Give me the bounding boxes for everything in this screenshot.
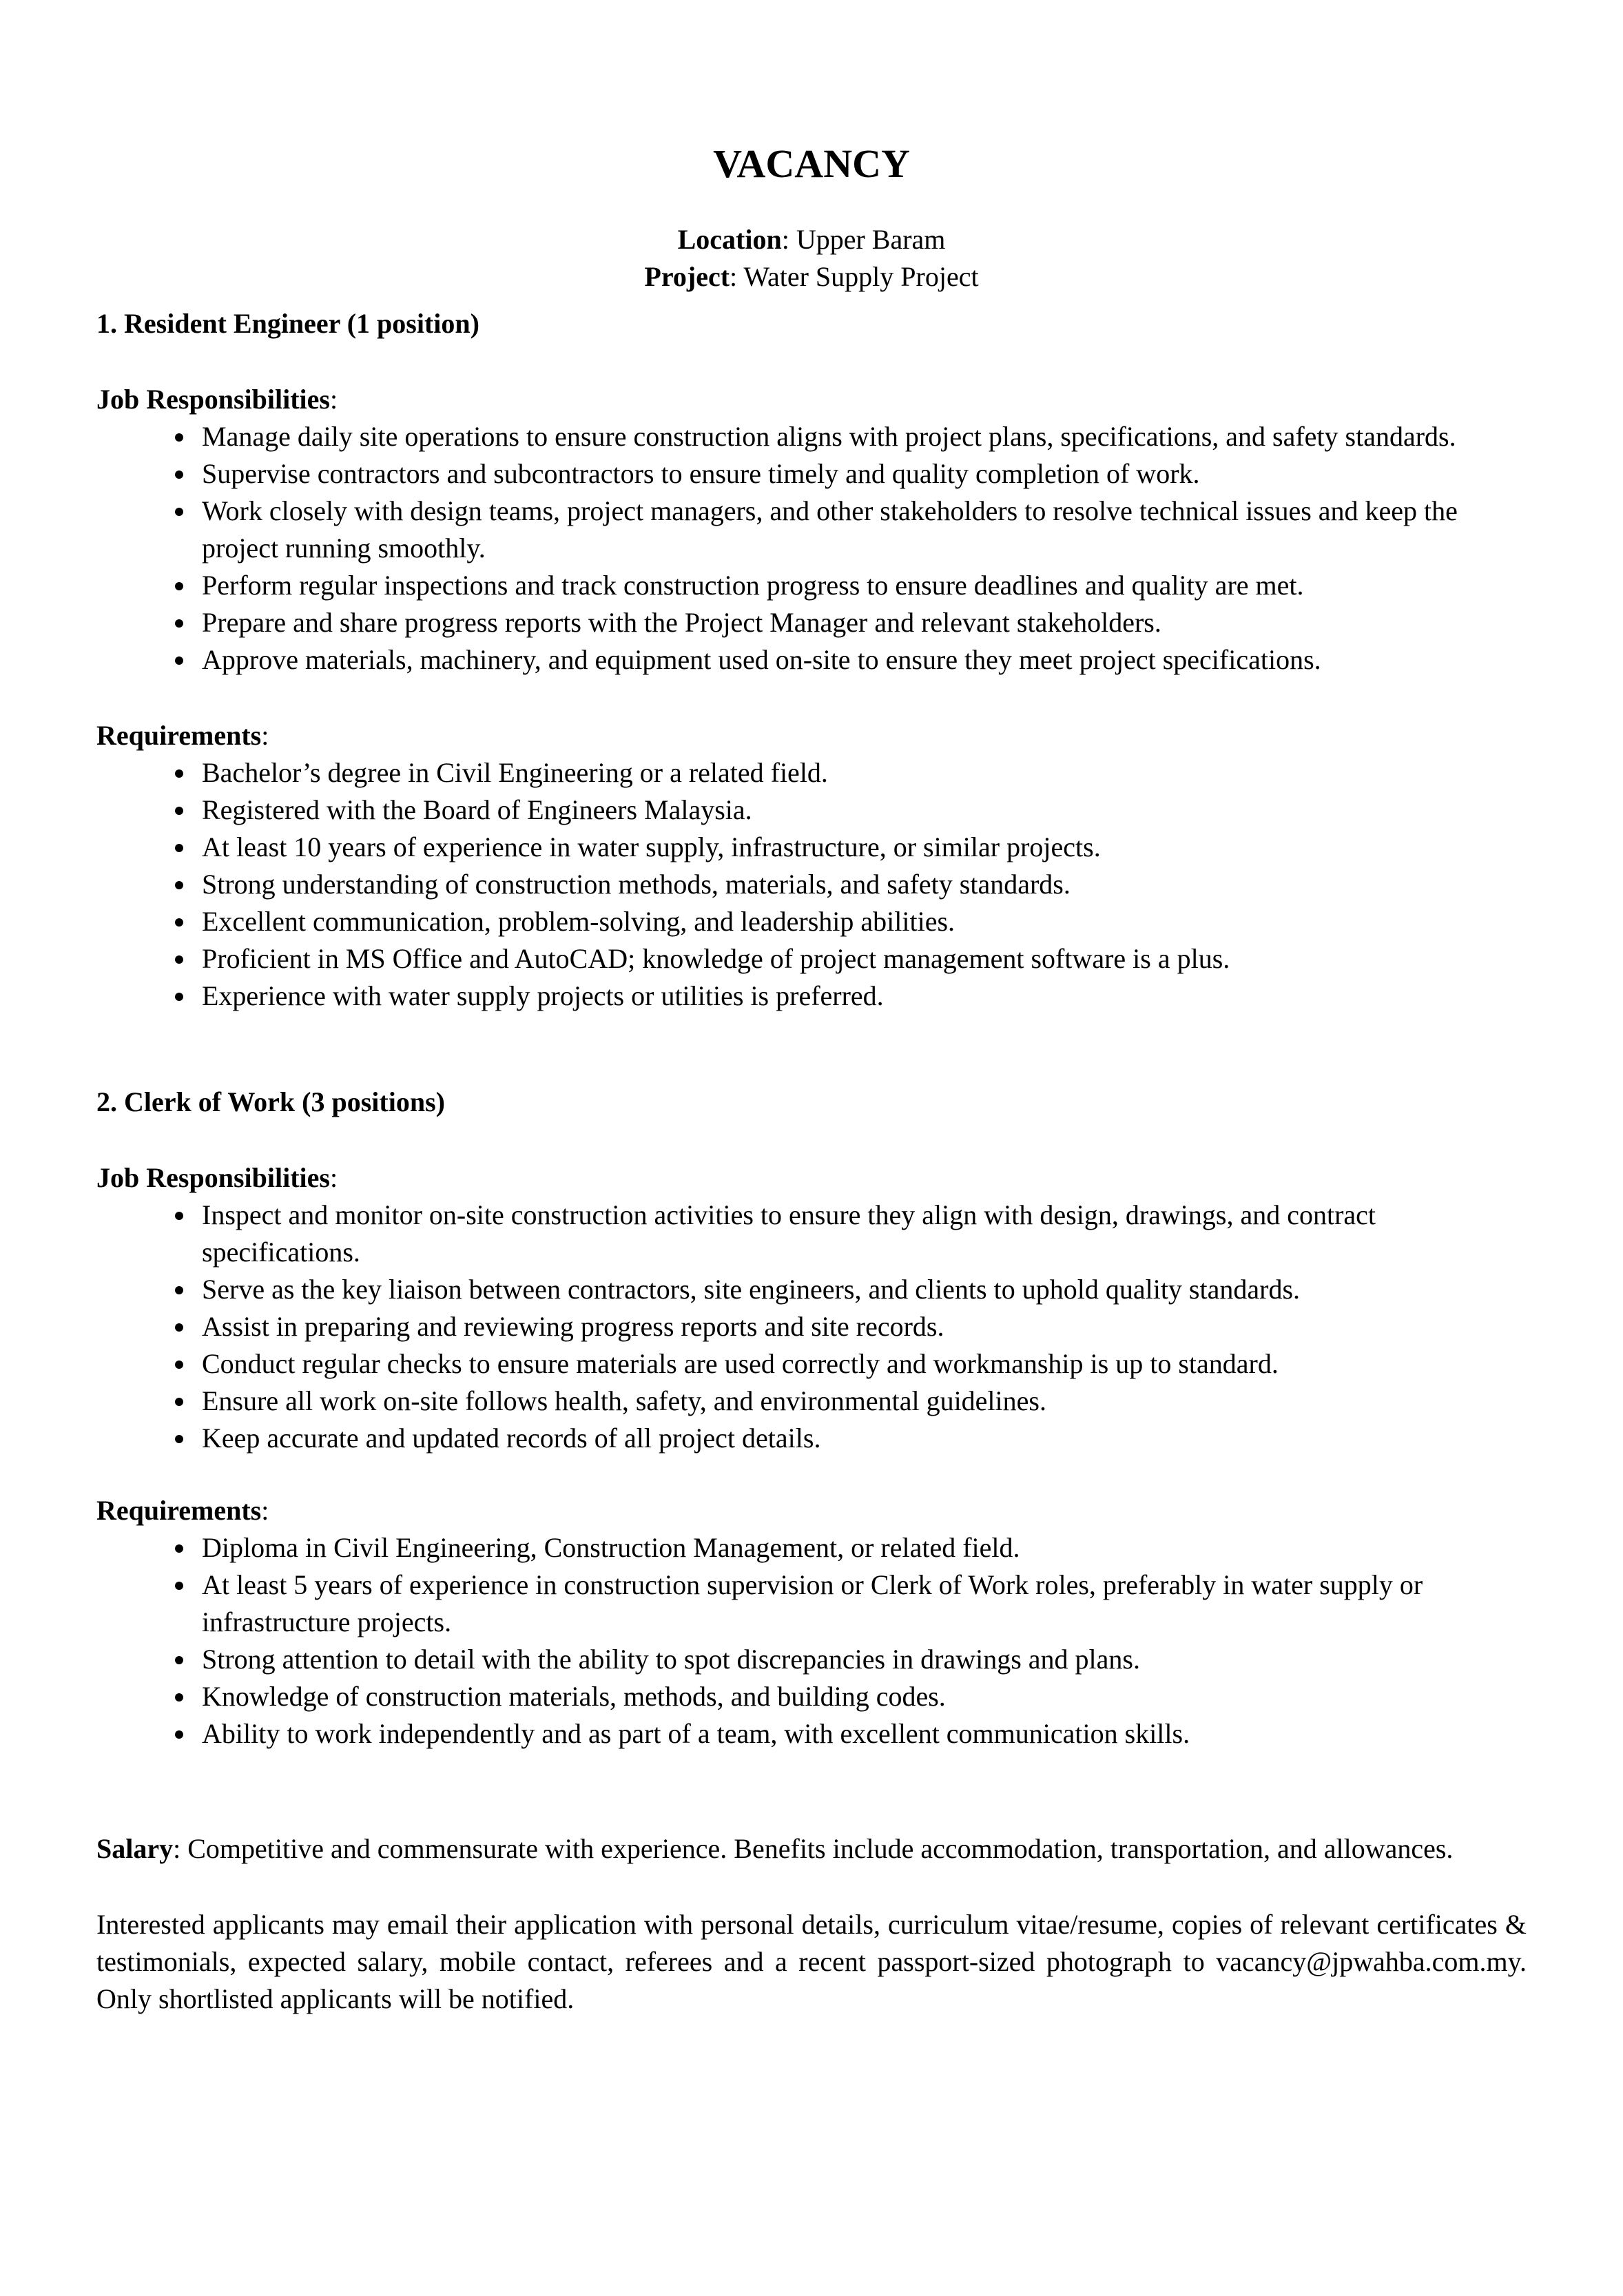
colon: : bbox=[329, 1162, 338, 1193]
list-item: • Conduct regular checks to ensure materials are used correctly and workmanship is up to standard. bbox=[196, 1345, 1527, 1383]
job-responsibilities-label: Job Responsibilities bbox=[96, 1162, 330, 1193]
project-value: : Water Supply Project bbox=[730, 261, 979, 292]
colon: : bbox=[261, 720, 269, 751]
list-item: • Strong understanding of construction methods, materials, and safety standards. bbox=[196, 866, 1527, 903]
colon: : bbox=[261, 1495, 269, 1526]
colon: : bbox=[329, 384, 338, 415]
document-meta bbox=[96, 221, 1527, 296]
list-item: • Registered with the Board of Engineers Malaysia. bbox=[196, 792, 1527, 829]
list-item: • Approve materials, machinery, and equipment used on-site to ensure they meet project specifications. bbox=[196, 641, 1527, 679]
requirements-heading bbox=[96, 717, 1527, 754]
project-line bbox=[96, 258, 1527, 296]
list-item: • Strong attention to detail with the ability to spot discrepancies in drawings and plans. bbox=[196, 1641, 1527, 1678]
location-label: Location bbox=[677, 224, 782, 255]
list-item: • Knowledge of construction materials, methods, and building codes. bbox=[196, 1678, 1527, 1715]
salary-label: Salary bbox=[96, 1833, 174, 1864]
list-item: • At least 5 years of experience in construction supervision or Clerk of Work roles, preferably in water supply or infrastructure projects. bbox=[196, 1566, 1527, 1641]
list-item: • Ensure all work on-site follows health, safety, and environmental guidelines. bbox=[196, 1383, 1527, 1420]
job-responsibilities-label: Job Responsibilities bbox=[96, 384, 330, 415]
list-item: • Manage daily site operations to ensure construction aligns with project plans, specifications, and safety standards. bbox=[196, 418, 1527, 455]
list-item: • Perform regular inspections and track construction progress to ensure deadlines and quality are met. bbox=[196, 567, 1527, 604]
list-item: • Keep accurate and updated records of all project details. bbox=[196, 1420, 1527, 1457]
responsibilities-list bbox=[96, 418, 1527, 679]
list-item: • At least 10 years of experience in water supply, infrastructure, or similar projects. bbox=[196, 829, 1527, 866]
position-section-2 bbox=[96, 1084, 1527, 1752]
email-address: vacancy@jpwahba.com.my bbox=[1216, 1946, 1520, 1977]
closing-text-before: Interested applicants may email their application with personal details, curriculum vitae/resume, copies of relevant certificates & testimonials, expected salary, mobile contact, referees and a recent passport-sized photograph to bbox=[96, 1909, 1527, 1977]
list-item: • Proficient in MS Office and AutoCAD; knowledge of project management software is a plus. bbox=[196, 940, 1527, 978]
list-item: • Diploma in Civil Engineering, Construction Management, or related field. bbox=[196, 1529, 1527, 1566]
responsibilities-list bbox=[96, 1197, 1527, 1457]
position-section-1 bbox=[96, 305, 1527, 1015]
requirements-list bbox=[96, 754, 1527, 1015]
application-instructions bbox=[96, 1906, 1527, 2018]
list-item: • Supervise contractors and subcontractors to ensure timely and quality completion of work. bbox=[196, 455, 1527, 493]
list-item: • Inspect and monitor on-site construction activities to ensure they align with design, drawings, and contract specifications. bbox=[196, 1197, 1527, 1271]
project-label: Project bbox=[644, 261, 730, 292]
list-item: • Experience with water supply projects or utilities is preferred. bbox=[196, 978, 1527, 1015]
document-title: VACANCY bbox=[713, 141, 910, 186]
salary-paragraph bbox=[96, 1830, 1527, 1868]
list-item: • Work closely with design teams, project managers, and other stakeholders to resolve technical issues and keep the project running smoothly. bbox=[196, 493, 1527, 567]
list-item: • Bachelor’s degree in Civil Engineering or a related field. bbox=[196, 754, 1527, 792]
job-responsibilities-heading bbox=[96, 1159, 1527, 1197]
list-item: • Ability to work independently and as part of a team, with excellent communication skills. bbox=[196, 1715, 1527, 1752]
position-heading: 1. Resident Engineer (1 position) bbox=[96, 308, 479, 339]
salary-text: : Competitive and commensurate with experience. Benefits include accommodation, transportation, and allowances. bbox=[173, 1833, 1454, 1864]
list-item: • Excellent communication, problem-solving, and leadership abilities. bbox=[196, 903, 1527, 940]
list-item: • Serve as the key liaison between contractors, site engineers, and clients to uphold quality standards. bbox=[196, 1271, 1527, 1308]
requirements-label: Requirements bbox=[96, 1495, 262, 1526]
closing-text-after: . Only shortlisted applicants will be notified. bbox=[96, 1946, 1527, 2014]
requirements-heading bbox=[96, 1492, 1527, 1529]
requirements-list bbox=[96, 1529, 1527, 1752]
location-value: : Upper Baram bbox=[781, 224, 946, 255]
requirements-label: Requirements bbox=[96, 720, 262, 751]
location-line bbox=[96, 221, 1527, 258]
list-item: • Prepare and share progress reports with the Project Manager and relevant stakeholders. bbox=[196, 604, 1527, 641]
position-heading: 2. Clerk of Work (3 positions) bbox=[96, 1086, 445, 1117]
job-responsibilities-heading bbox=[96, 381, 1527, 418]
list-item: • Assist in preparing and reviewing progress reports and site records. bbox=[196, 1308, 1527, 1345]
